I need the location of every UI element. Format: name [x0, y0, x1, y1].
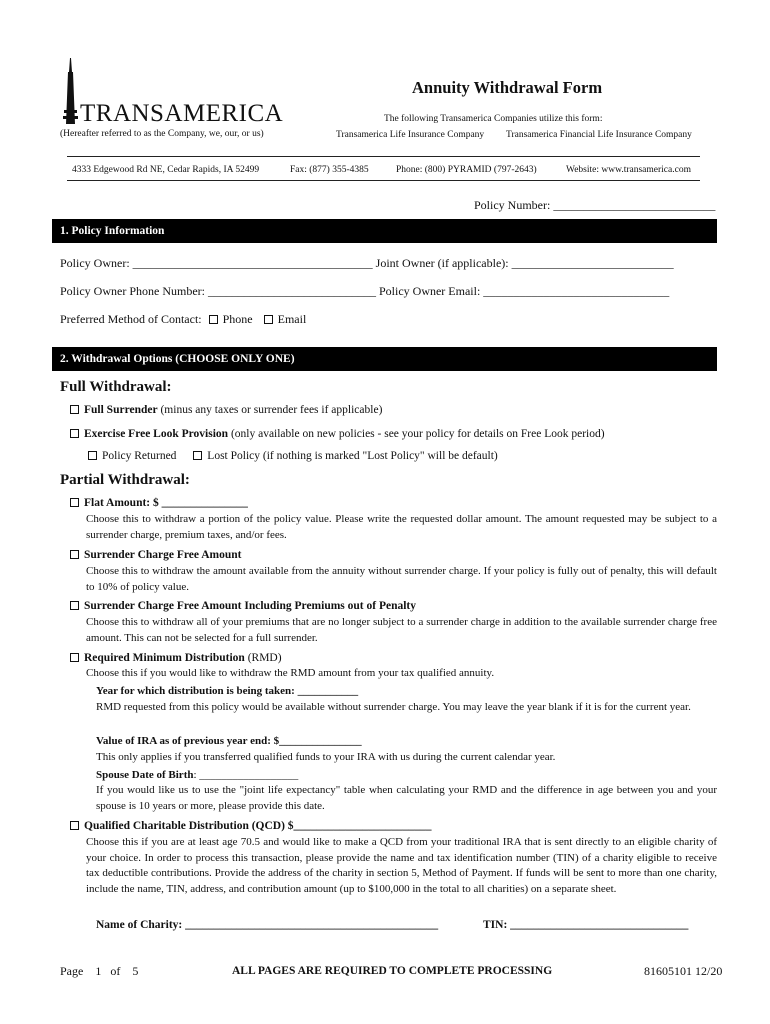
ira-value-field[interactable]: Value of IRA as of previous year end: $_______________ — [96, 735, 362, 747]
header-divider-bottom — [67, 180, 700, 181]
processing-notice: ALL PAGES ARE REQUIRED TO COMPLETE PROCESSING — [232, 965, 553, 977]
charity-tin-field[interactable] — [483, 919, 688, 931]
free-look-checkbox[interactable] — [70, 429, 79, 438]
charity-tin-label: TIN: _______________________________ — [483, 919, 689, 931]
surrender-free-option — [70, 549, 241, 561]
policy-number-field[interactable]: Policy Number: ___________________________ — [474, 198, 716, 212]
contact-phone-checkbox[interactable] — [209, 315, 218, 324]
lost-policy-label: Lost Policy (if nothing is marked "Lost Policy" will be default) — [207, 450, 498, 462]
company-name-1: Transamerica Life Insurance Company — [336, 130, 485, 140]
company-reference-note: (Hereafter referred to as the Company, we, our, or us) — [60, 129, 264, 139]
policy-returned-checkbox[interactable] — [88, 451, 97, 460]
qcd-option — [70, 820, 432, 832]
surrender-free-premiums-checkbox[interactable] — [70, 601, 79, 610]
rmd-year-description: RMD requested from this policy would be available without surrender charge. You may leave the year blank if it is for the current year. — [96, 701, 691, 713]
full-surrender-option — [70, 404, 382, 416]
preferred-contact-row — [60, 312, 306, 327]
full-surrender-note: (minus any taxes or surrender fees if applicable) — [157, 404, 383, 416]
surrender-free-label: Surrender Charge Free Amount — [84, 549, 242, 561]
website: Website: www.transamerica.com — [566, 165, 691, 175]
company-logo-text: TRANSAMERICA — [80, 100, 284, 127]
rmd-option — [70, 652, 282, 664]
form-code: 81605101 12/20 — [644, 964, 723, 978]
charity-name-field[interactable] — [96, 919, 438, 931]
spouse-dob-blank: : __________________ — [193, 769, 299, 781]
surrender-free-premiums-label: Surrender Charge Free Amount Including Premiums out of Penalty — [84, 600, 417, 612]
qcd-checkbox[interactable] — [70, 821, 79, 830]
owner-phone-email-field[interactable]: Policy Owner Phone Number: ____________________________ Policy Owner Email: _______________________________ — [60, 284, 670, 298]
preferred-contact-label: Preferred Method of Contact: — [60, 312, 202, 326]
free-look-option — [70, 428, 605, 440]
header-divider-top — [67, 156, 700, 157]
spouse-dob-description: If you would like us to use the "joint life expectancy" table when calculating your RMD and the difference in age between you and your spouse is 10 years or more, please provide this date. — [96, 784, 717, 812]
partial-withdrawal-heading: Partial Withdrawal: — [60, 472, 190, 488]
surrender-free-checkbox[interactable] — [70, 550, 79, 559]
page-indicator: Page 1 of 5 — [60, 964, 139, 978]
section-2-header: 2. Withdrawal Options (CHOOSE ONLY ONE) — [52, 347, 717, 371]
form-title: Annuity Withdrawal Form — [412, 78, 603, 97]
phone-number: Phone: (800) PYRAMID (797-2643) — [396, 165, 537, 175]
qcd-label: Qualified Charitable Distribution (QCD) $________________________ — [84, 820, 432, 832]
policy-owner-field[interactable]: Policy Owner: ________________________________________ Joint Owner (if applicable): ___________________________ — [60, 256, 674, 270]
flat-amount-label: Flat Amount: $ _______________ — [84, 497, 248, 509]
contact-email-checkbox[interactable] — [264, 315, 273, 324]
surrender-free-premiums-option — [70, 600, 416, 612]
free-look-label: Exercise Free Look Provision — [84, 428, 229, 440]
lost-policy-checkbox[interactable] — [193, 451, 202, 460]
rmd-label: Required Minimum Distribution — [84, 652, 245, 664]
spouse-dob-field[interactable] — [96, 768, 298, 784]
company-name-2: Transamerica Financial Life Insurance Company — [506, 130, 692, 140]
flat-amount-checkbox[interactable] — [70, 498, 79, 507]
contact-phone-label: Phone — [222, 312, 253, 326]
transamerica-pyramid-logo-icon — [60, 58, 82, 124]
qcd-description: Choose this if you are at least age 70.5 and would like to make a QCD from your traditional IRA that is sent directly to an eligible charity of your choice. In order to process this transaction, please provide the name and tax identification number (TIN) of a charity eligible to receive tax deductible contributions. Provide the address of the charity in section 5, Method of Payment. If funds will be sent to more than one charity, include the name, TIN, address, and contribution amount (up to $100,000 in the total to all charities) on a separate sheet. — [86, 836, 717, 895]
surrender-free-description: Choose this to withdraw the amount available from the annuity without surrender charge. If your policy is fully out of penalty, this will default to 10% of policy value. — [86, 565, 717, 593]
rmd-year-field[interactable]: Year for which distribution is being taken: ___________ — [96, 685, 359, 697]
policy-returned-label: Policy Returned — [102, 450, 177, 462]
fax-number: Fax: (877) 355-4385 — [290, 165, 369, 175]
section-1-header: 1. Policy Information — [52, 219, 717, 243]
full-withdrawal-heading: Full Withdrawal: — [60, 379, 172, 395]
free-look-note: (only available on new policies - see your policy for details on Free Look period) — [228, 428, 605, 440]
full-surrender-label: Full Surrender — [84, 404, 158, 416]
flat-amount-option — [70, 497, 248, 509]
mailing-address: 4333 Edgewood Rd NE, Cedar Rapids, IA 52499 — [72, 165, 260, 175]
full-surrender-checkbox[interactable] — [70, 405, 79, 414]
companies-intro: The following Transamerica Companies utilize this form: — [384, 114, 603, 124]
contact-email-label: Email — [277, 312, 307, 326]
ira-value-description: This only applies if you transferred qualified funds to your IRA with us during the current calendar year. — [96, 751, 556, 763]
rmd-description: Choose this if you would like to withdraw the RMD amount from your tax qualified annuity. — [86, 667, 495, 679]
spouse-dob-label: Spouse Date of Birth — [96, 769, 194, 781]
surrender-free-premiums-description: Choose this to withdraw all of your premiums that are no longer subject to a surrender charge in addition to the available surrender charge free amount. This can not be selected for a full surrender. — [86, 616, 717, 644]
policy-status-row — [88, 450, 498, 462]
charity-name-label: Name of Charity: ____________________________________________ — [96, 919, 439, 931]
flat-amount-description: Choose this to withdraw a portion of the policy value. Please write the requested dollar amount. The amount requested may be subject to a surrender charge, premium taxes, and/or fees. — [86, 513, 717, 541]
rmd-label-abbr: (RMD) — [244, 652, 282, 664]
rmd-checkbox[interactable] — [70, 653, 79, 662]
